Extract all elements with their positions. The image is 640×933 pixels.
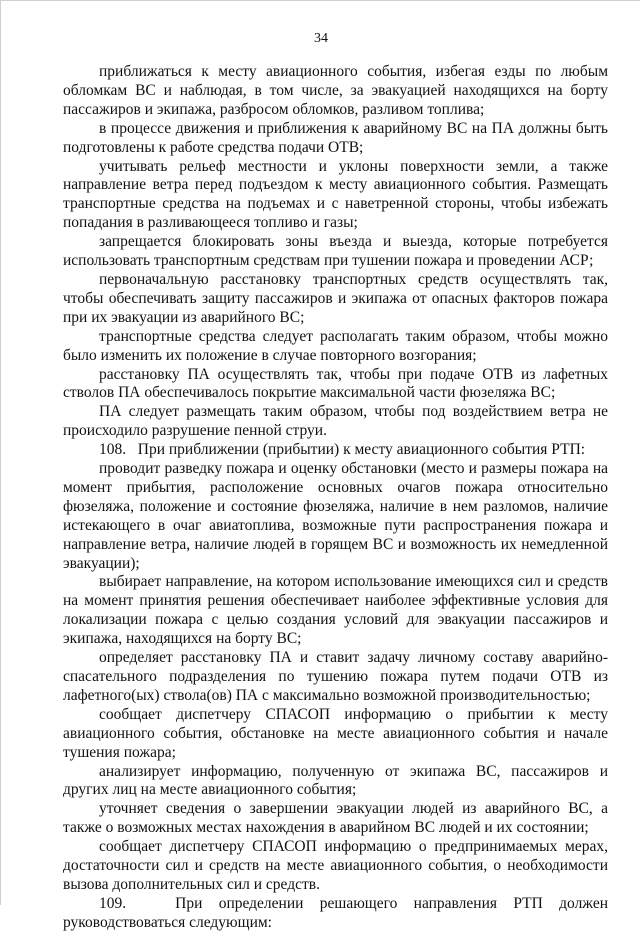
page-number: 34 xyxy=(314,31,328,46)
paragraph: ПА следует размещать таким образом, чтобы под воздействием ветра не происходило разрушение пенной струи. xyxy=(63,403,608,440)
paragraph: определяет расстановку ПА и ставит задачу личному составу аварийно-спасательного подразделения по тушению пожара путем подачи ОТВ из лафетного(ых) ствола(ов) ПА с максимально возможной производительностью; xyxy=(63,649,608,704)
document-body xyxy=(63,63,608,933)
paragraph: анализирует информацию, полученную от экипажа ВС, пассажиров и других лиц на месте авиационного события; xyxy=(63,762,608,799)
paragraph: сообщает диспетчеру СПАСОП информацию о прибытии к месту авиационного события, обстановке на месте авиационного события и начале тушения пожара; xyxy=(63,705,608,761)
paragraph: выбирает направление, на котором использование имеющихся сил и средств на момент принятия решения обеспечивает наиболее эффективные условия для локализации пожара с целью создания условий для эвакуации пассажиров и экипажа, находящихся на борту ВС; xyxy=(63,573,608,648)
paragraph: приближаться к месту авиационного события, избегая езды по любым обломкам ВС и наблюдая, в том числе, за эвакуацией находящихся на борту пассажиров и экипажа, разбросом обломков, разливом топлива; xyxy=(63,63,608,118)
paragraph: уточняет сведения о завершении эвакуации людей из аварийного ВС, а также о возможных местах нахождения в аварийном ВС людей и их состоянии; xyxy=(63,800,608,837)
paragraph: расстановку ПА осуществлять так, чтобы при подаче ОТВ из лафетных стволов ПА обеспечивалось покрытие максимальной части фюзеляжа ВС; xyxy=(63,365,608,402)
section-heading-109: 109. При определении решающего направления РТП должен руководствоваться следующим: xyxy=(63,894,608,931)
paragraph: в процессе движения и приближения к аварийному ВС на ПА должны быть подготовлены к работе средства подачи ОТВ; xyxy=(63,119,608,156)
paragraph: учитывать рельеф местности и уклоны поверхности земли, а также направление ветра перед подъездом к месту авиационного события. Размещать транспортные средства на подъемах и с наветренной стороны, чтобы избежать попадания в разливающееся топливо и газы; xyxy=(63,157,608,232)
paragraph: запрещается блокировать зоны въезда и выезда, которые потребуется использовать транспортным средствам при тушении пожара и проведении АСР; xyxy=(63,233,608,270)
paragraph: сообщает диспетчеру СПАСОП информацию о предпринимаемых мерах, достаточности сил и средств на месте авиационного события, о необходимости вызова дополнительных сил и средств. xyxy=(63,838,608,893)
section-heading-108: 108. При приближении (прибытии) к месту авиационного события РТП: xyxy=(99,441,586,459)
paragraph: транспортные средства следует располагать таким образом, чтобы можно было изменить их положение в случае повторного возгорания; xyxy=(63,327,608,364)
paragraph: первоначальную расстановку транспортных средств осуществлять так, чтобы обеспечивать защиту пассажиров и экипажа от опасных факторов пожара при их эвакуации из аварийного ВС; xyxy=(63,270,608,326)
paragraph: проводит разведку пожара и оценку обстановки (место и размеры пожара на момент прибытия, расположение основных очагов пожара относительно фюзеляжа, положение и состояние фюзеляжа, наличие в нем разломов, наличие истекающего в очаг авиатоплива, возможные пути распространения пожара и направление ветра, наличие людей в горящем ВС и возможность их немедленной эвакуации); xyxy=(63,460,608,572)
